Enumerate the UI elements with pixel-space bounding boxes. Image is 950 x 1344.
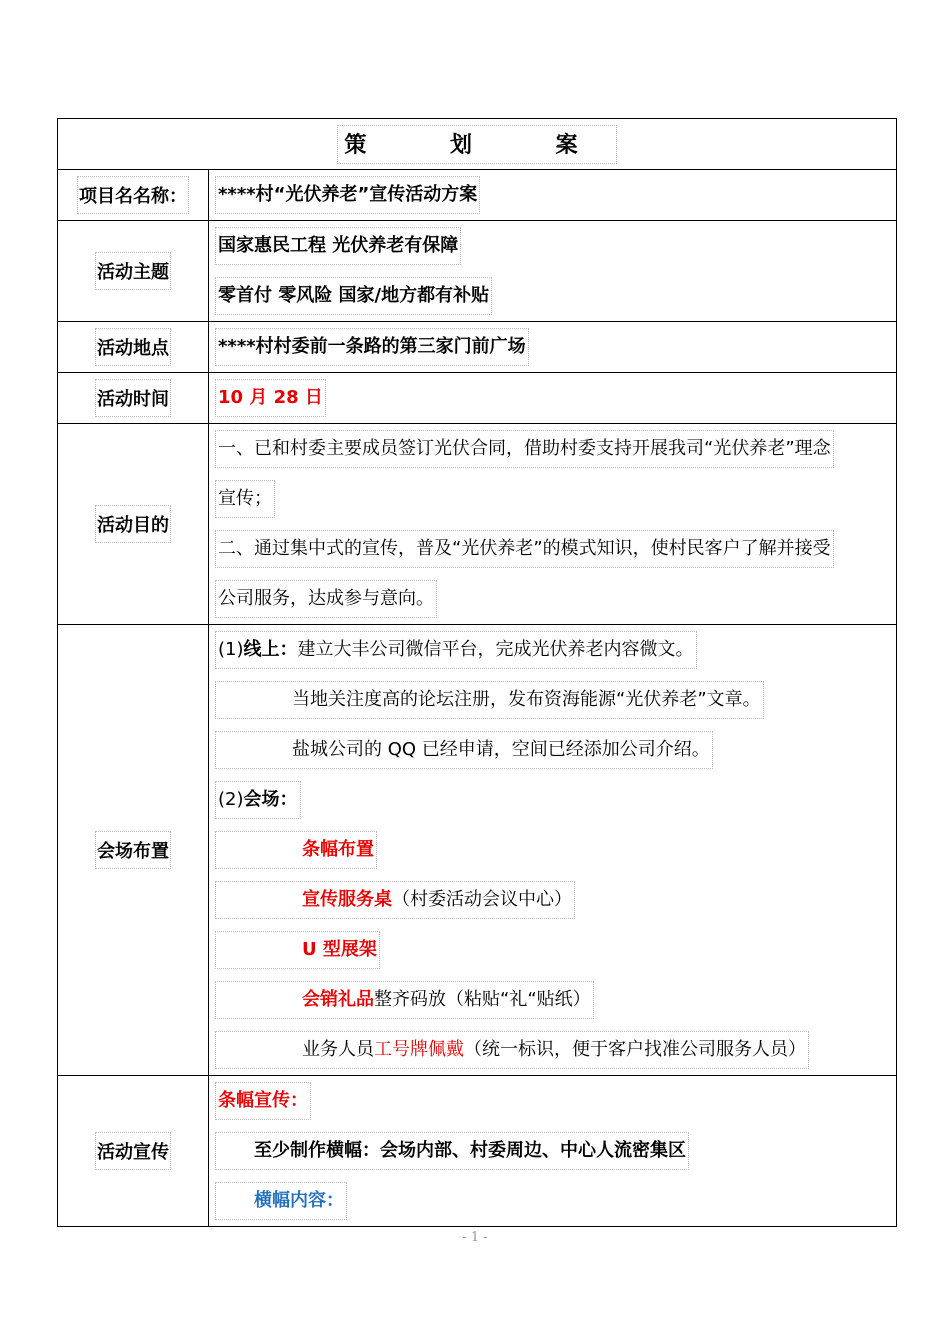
theme-row [58, 221, 897, 322]
venue-banner: 条幅布置 [215, 831, 377, 869]
page-number: - 1 - [462, 1230, 488, 1245]
venue-forum: 当地关注度高的论坛注册，发布资海能源“光伏养老”文章。 [215, 681, 764, 719]
title-cell [58, 119, 897, 170]
venue-site: (2)会场： [215, 781, 301, 819]
venue-staff: 业务人员工号牌佩戴（统一标识，便于客户找准公司服务人员） [215, 1031, 809, 1069]
venue-desk: 宣传服务桌（村委活动会议中心） [215, 881, 575, 919]
venue-qq: 盐城公司的 QQ 已经申请，空间已经添加公司介绍。 [215, 731, 713, 769]
location-row [58, 322, 897, 373]
purpose-row [58, 424, 897, 625]
purpose-line-4: 公司服务，达成参与意向。 [215, 580, 437, 618]
venue-row [58, 625, 897, 1076]
location-value: ****村村委前一条路的第三家门前广场 [215, 328, 529, 366]
promo-label: 活动宣传 [95, 1132, 171, 1170]
venue-label: 会场布置 [95, 831, 171, 869]
project-value: ****村“光伏养老”宣传活动方案 [215, 176, 480, 214]
project-label: 项目名名称： [77, 176, 189, 214]
theme-line-1: 国家惠民工程 光伏养老有保障 [215, 227, 461, 265]
time-value: 10 月 28 日 [215, 379, 326, 417]
document-title: 策 划 案 [337, 125, 616, 164]
purpose-line-2: 宣传； [215, 480, 275, 518]
theme-label: 活动主题 [95, 252, 171, 290]
venue-stand: U 型展架 [215, 931, 380, 969]
venue-online: (1)线上：建立大丰公司微信平台，完成光伏养老内容微文。 [215, 631, 697, 669]
time-label: 活动时间 [95, 379, 171, 417]
venue-gift: 会销礼品整齐码放（粘贴“礼“贴纸） [215, 981, 594, 1019]
purpose-label: 活动目的 [95, 505, 171, 543]
time-row [58, 373, 897, 424]
location-label: 活动地点 [95, 328, 171, 366]
promo-row [58, 1076, 897, 1227]
promo-banner-content: 横幅内容： [215, 1182, 347, 1220]
promo-banner: 条幅宣传： [215, 1082, 311, 1120]
purpose-line-3: 二、通过集中式的宣传，普及“光伏养老”的模式知识，使村民客户了解并接受 [215, 530, 834, 568]
promo-min-banner: 至少制作横幅：会场内部、村委周边、中心人流密集区 [215, 1132, 689, 1170]
purpose-line-1: 一、已和村委主要成员签订光伏合同，借助村委支持开展我司“光伏养老”理念 [215, 430, 834, 468]
project-row [58, 170, 897, 221]
theme-line-2: 零首付 零风险 国家/地方都有补贴 [215, 277, 492, 315]
plan-table [57, 118, 897, 1227]
